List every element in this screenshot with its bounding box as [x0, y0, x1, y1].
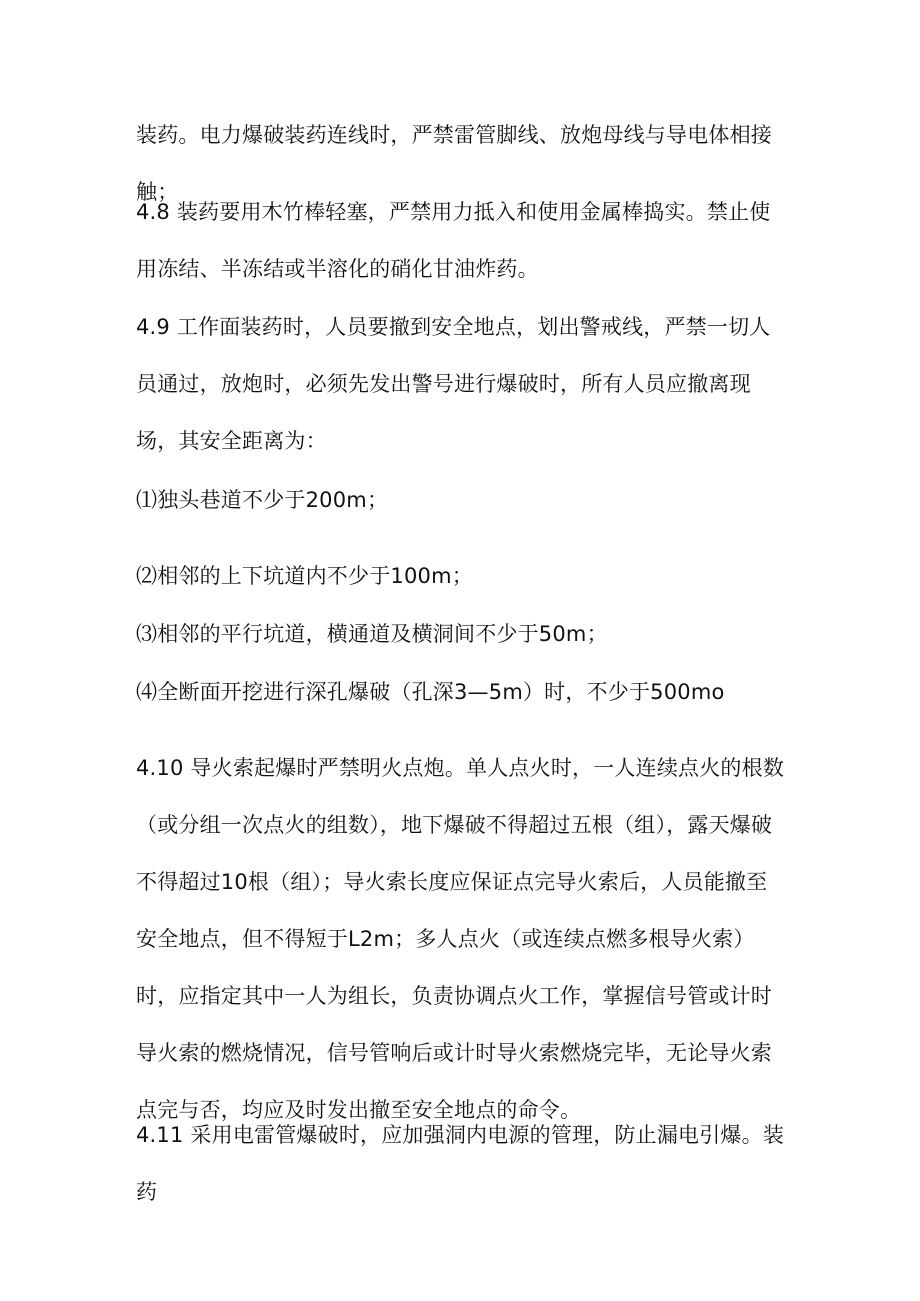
list-item-1: ⑴独头巷道不少于200m； [136, 488, 389, 512]
paragraph-4-8: 4.8 装药要用木竹棒轻塞，严禁用力抵入和使用金属棒捣实。禁止使用冻结、半冻结或半溶化的硝化甘油炸药。 [136, 200, 771, 281]
list-item-2: ⑵相邻的上下坑道内不少于100m； [136, 564, 473, 588]
paragraph-4-11: 4.11 采用电雷管爆破时，应加强洞内电源的管理，防止漏电引爆。装药 [136, 1123, 785, 1204]
paragraph-4-10: 4.10 导火索起爆时严禁明火点炮。单人点火时，一人连续点火的根数（或分组一次点火的组数），地下爆破不得超过五根（组），露天爆破不得超过10根（组）；导火索长度应保证点完导火索后，人员能撤至安全地点，但不得短于L2m；多人点火（或连续点燃多根导火索）时，应指定其中一人为组长，负责协调点火工作，掌握信号管或计时导火索的燃烧情况，信号管响后或计时导火索燃烧完毕，无论导火索点完与否，均应及时发出撤至安全地点的命令。 [136, 756, 785, 1122]
list-item-4: ⑷全断面开挖进行深孔爆破（孔深3—5m）时，不少于500mo [136, 680, 725, 704]
paragraph-4-9: 4.9 工作面装药时，人员要撤到安全地点，划出警戒线，严禁一切人员通过，放炮时，必须先发出警号进行爆破时，所有人员应撤离现场，其安全距离为： [136, 315, 771, 453]
list-item-3: ⑶相邻的平行坑道，横通道及横洞间不少于50m； [136, 622, 608, 646]
paragraph-continuation: 装药。电力爆破装药连线时，严禁雷管脚线、放炮母线与导电体相接触； [136, 123, 772, 204]
